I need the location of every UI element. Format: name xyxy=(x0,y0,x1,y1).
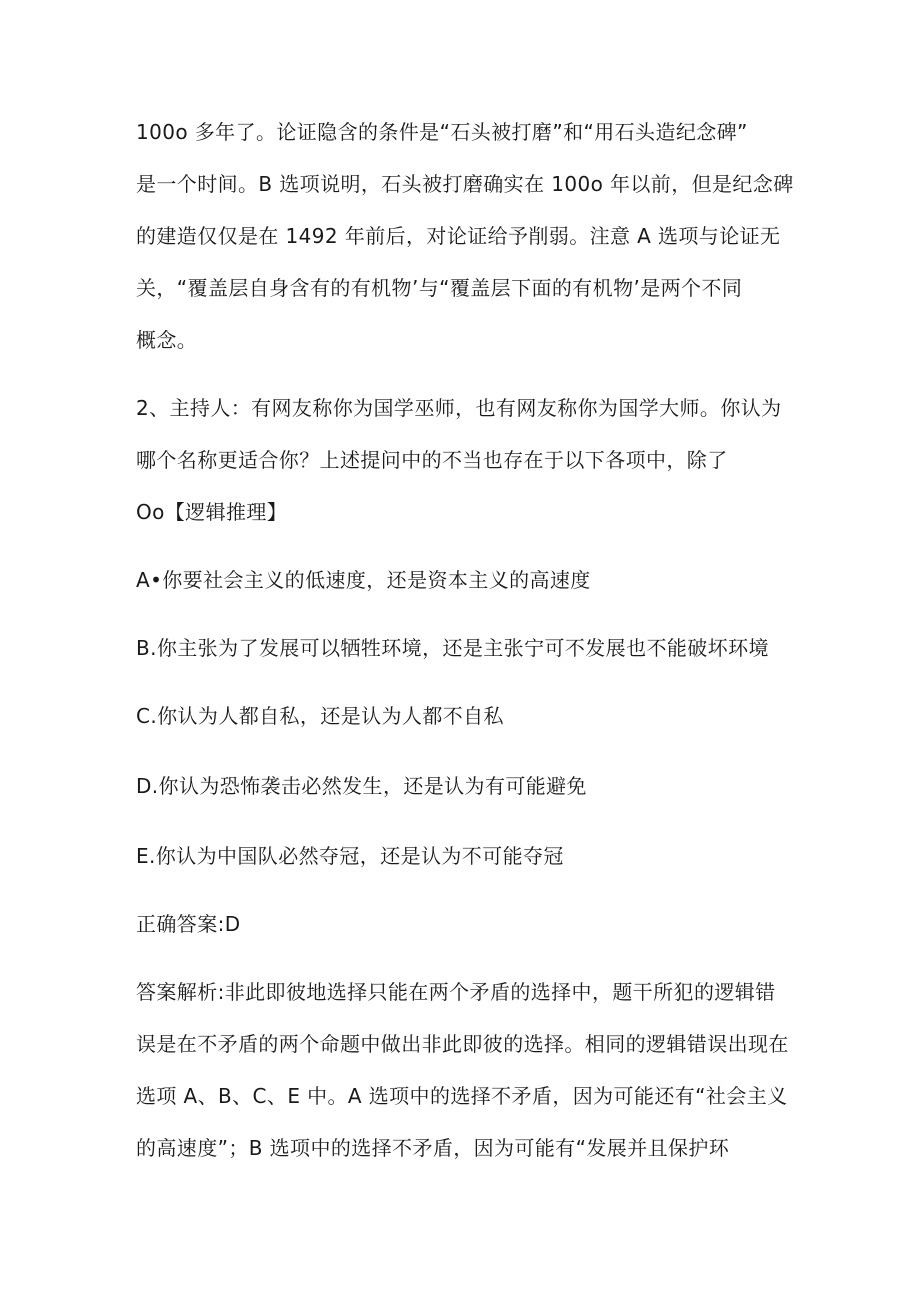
paragraph-line: 的建造仅仅是在 1492 年前后，对论证给予削弱。注意 A 选项与论证无 xyxy=(136,224,781,248)
paragraph-line: 是一个时间。B 选项说明，石头被打磨确实在 100o 年以前，但是纪念碑 xyxy=(136,172,794,196)
question-line: 2、主持人：有网友称你为国学巫师，也有网友称你为国学大师。你认为 xyxy=(136,396,782,420)
question-tag: Oo【逻辑推理】 xyxy=(136,500,288,524)
analysis-line: 误是在不矛盾的两个命题中做出非此即彼的选择。相同的逻辑错误出现在 xyxy=(136,1032,789,1056)
analysis-line: 的高速度”；B 选项中的选择不矛盾，因为可能有“发展并且保护环 xyxy=(136,1136,730,1160)
paragraph-line: 概念。 xyxy=(136,328,198,352)
analysis-line: 选项 A、B、C、E 中。A 选项中的选择不矛盾，因为可能还有“社会主义 xyxy=(136,1084,788,1108)
analysis-line: 答案解析:非此即彼地选择只能在两个矛盾的选择中，题干所犯的逻辑错 xyxy=(136,980,776,1004)
option-e: E.你认为中国队必然夺冠，还是认为不可能夺冠 xyxy=(136,844,564,868)
option-c: C.你认为人都自私，还是认为人都不自私 xyxy=(136,704,504,728)
question-line: 哪个名称更适合你？上述提问中的不当也存在于以下各项中，除了 xyxy=(136,448,728,472)
option-d: D.你认为恐怖袭击必然发生，还是认为有可能避免 xyxy=(136,774,587,798)
option-b: B.你主张为了发展可以牺牲环境，还是主张宁可不发展也不能破坏环境 xyxy=(136,636,769,660)
correct-answer: 正确答案:D xyxy=(136,912,241,936)
paragraph-line: 关，“覆盖层自身含有的有机物’与“覆盖层下面的有机物’是两个不同 xyxy=(136,276,743,300)
option-a: A•你要社会主义的低速度，还是资本主义的高速度 xyxy=(136,568,591,592)
paragraph-line: 100o 多年了。论证隐含的条件是“石头被打磨”和“用石头造纪念碑” xyxy=(136,120,748,144)
